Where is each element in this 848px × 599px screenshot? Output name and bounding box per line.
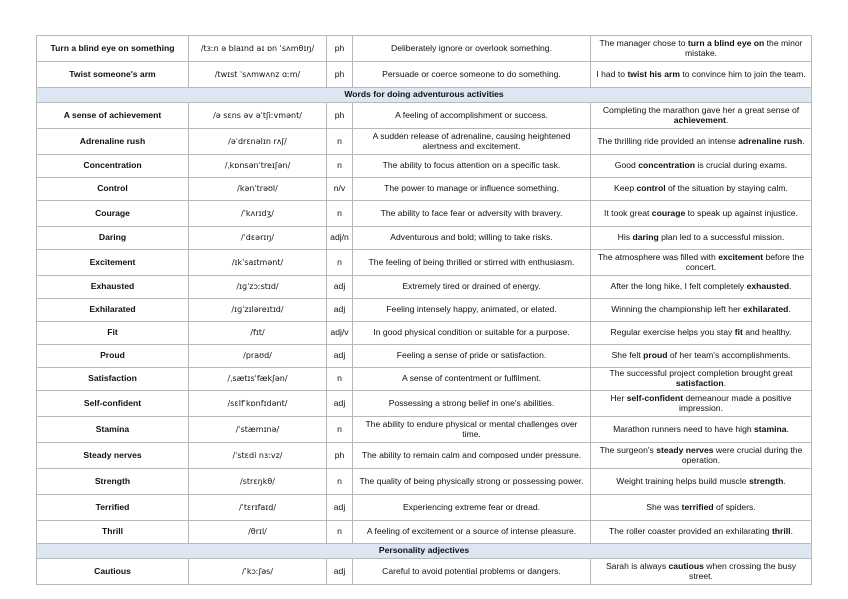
pronunciation-cell: /sɛlfˈkɒnfɪdənt/ xyxy=(189,391,327,417)
definition-cell: Possessing a strong belief in one's abilities. xyxy=(353,391,591,417)
example-text-before: Regular exercise helps you stay xyxy=(610,327,735,338)
example-highlight: daring xyxy=(632,232,659,243)
example-cell xyxy=(591,417,812,443)
section-heading: Words for doing adventurous activities xyxy=(37,88,812,103)
table-row xyxy=(37,443,812,469)
word-cell: Strength xyxy=(37,469,189,495)
word-cell: Fit xyxy=(37,322,189,345)
example-text-before: The surgeon's xyxy=(599,444,657,455)
definition-cell: The ability to remain calm and composed under pressure. xyxy=(353,443,591,469)
definition-cell: A sudden release of adrenaline, causing heightened alertness and excitement. xyxy=(353,129,591,155)
pronunciation-cell: /ˈdɛərɪŋ/ xyxy=(189,227,327,250)
example-text-before: The thrilling ride provided an intense xyxy=(597,135,739,146)
example-highlight: fit xyxy=(734,327,743,338)
table-row xyxy=(37,345,812,368)
table-row xyxy=(37,227,812,250)
part-of-speech-cell: n xyxy=(327,201,353,227)
section-heading: Personality adjectives xyxy=(37,544,812,559)
example-text-after: . xyxy=(788,304,791,315)
example-text-before: Marathon runners need to have high xyxy=(613,423,755,434)
example-text-after: . xyxy=(789,281,792,292)
definition-cell: A feeling of accomplishment or success. xyxy=(353,103,591,129)
table-row xyxy=(37,155,812,178)
example-cell xyxy=(591,62,812,88)
pronunciation-cell: /əˈdrɛnəlɪn rʌʃ/ xyxy=(189,129,327,155)
example-highlight: steady nerves xyxy=(656,444,714,455)
word-cell: A sense of achievement xyxy=(37,103,189,129)
example-text-before: Weight training helps build muscle xyxy=(616,475,749,486)
definition-cell: In good physical condition or suitable for a purpose. xyxy=(353,322,591,345)
example-cell xyxy=(591,469,812,495)
pronunciation-cell: /ɪkˈsaɪtmənt/ xyxy=(189,250,327,276)
part-of-speech-cell: ph xyxy=(327,36,353,62)
table-row xyxy=(37,62,812,88)
definition-cell: Experiencing extreme fear or dread. xyxy=(353,495,591,521)
example-text-after: were crucial during the operation. xyxy=(681,444,803,465)
example-text-before: The manager chose to xyxy=(599,37,688,48)
pronunciation-cell: /ˈkʌrɪdʒ/ xyxy=(189,201,327,227)
example-text-before: She was xyxy=(646,501,682,512)
example-highlight: terrified xyxy=(681,501,714,512)
pronunciation-cell: /ɪɡˈzɪləreɪtɪd/ xyxy=(189,299,327,322)
example-highlight: exhilarated xyxy=(743,304,789,315)
pronunciation-cell: /θrɪl/ xyxy=(189,521,327,544)
example-text-before: His xyxy=(617,232,633,243)
example-cell xyxy=(591,391,812,417)
example-highlight: excitement xyxy=(718,251,764,262)
example-highlight: satisfaction xyxy=(675,378,724,388)
part-of-speech-cell: n xyxy=(327,417,353,443)
example-highlight: proud xyxy=(643,350,668,361)
part-of-speech-cell: adj/n xyxy=(327,227,353,250)
example-text-after: . xyxy=(725,114,729,125)
pronunciation-cell: /ˈtɛrɪfaɪd/ xyxy=(189,495,327,521)
definition-cell: Deliberately ignore or overlook something. xyxy=(353,36,591,62)
table-row xyxy=(37,521,812,544)
definition-cell: A feeling of excitement or a source of intense pleasure. xyxy=(353,521,591,544)
word-cell: Daring xyxy=(37,227,189,250)
example-highlight: concentration xyxy=(638,160,696,171)
example-cell xyxy=(591,227,812,250)
pronunciation-cell: /tɜːn ə blaɪnd aɪ ɒn ˈsʌmθɪŋ/ xyxy=(189,36,327,62)
part-of-speech-cell: n/v xyxy=(327,178,353,201)
definition-cell: Persuade or coerce someone to do something. xyxy=(353,62,591,88)
definition-cell: The quality of being physically strong or possessing power. xyxy=(353,469,591,495)
definition-cell: The ability to endure physical or mental challenges over time. xyxy=(353,417,591,443)
word-cell: Proud xyxy=(37,345,189,368)
table-row xyxy=(37,322,812,345)
word-cell: Exhausted xyxy=(37,276,189,299)
definition-cell: Extremely tired or drained of energy. xyxy=(353,276,591,299)
pronunciation-cell: /ˌkɒnsənˈtreɪʃən/ xyxy=(189,155,327,178)
example-text-before: Keep xyxy=(614,183,637,194)
example-text-after: and healthy. xyxy=(742,327,792,338)
table-row xyxy=(37,417,812,443)
part-of-speech-cell: ph xyxy=(327,103,353,129)
example-text-before: The roller coaster provided an exhilarating xyxy=(609,526,772,537)
example-text-after: of spiders. xyxy=(713,501,756,512)
table-row xyxy=(37,299,812,322)
example-text-before: The successful project completion brought great xyxy=(609,368,793,379)
example-cell xyxy=(591,276,812,299)
table-row xyxy=(37,129,812,155)
example-cell xyxy=(591,250,812,276)
example-cell xyxy=(591,345,812,368)
part-of-speech-cell: n xyxy=(327,155,353,178)
part-of-speech-cell: n xyxy=(327,129,353,155)
table-row xyxy=(37,178,812,201)
vocabulary-table xyxy=(36,35,812,585)
definition-cell: The power to manage or influence something. xyxy=(353,178,591,201)
example-highlight: turn a blind eye on xyxy=(687,37,765,48)
example-text-after: . xyxy=(802,135,805,146)
vocabulary-table-body xyxy=(37,36,812,585)
section-header xyxy=(37,544,812,559)
example-highlight: achievement xyxy=(673,114,726,125)
example-highlight: cautious xyxy=(668,560,704,571)
table-row xyxy=(37,103,812,129)
part-of-speech-cell: adj xyxy=(327,391,353,417)
part-of-speech-cell: ph xyxy=(327,443,353,469)
word-cell: Steady nerves xyxy=(37,443,189,469)
example-highlight: stamina xyxy=(754,423,787,434)
example-cell xyxy=(591,129,812,155)
example-text-after: before the concert. xyxy=(685,251,805,272)
example-text-before: Completing the marathon gave her a great sense of xyxy=(602,104,800,115)
part-of-speech-cell: adj xyxy=(327,559,353,585)
example-cell xyxy=(591,559,812,585)
word-cell: Self-confident xyxy=(37,391,189,417)
example-cell xyxy=(591,495,812,521)
part-of-speech-cell: ph xyxy=(327,62,353,88)
definition-cell: The feeling of being thrilled or stirred with enthusiasm. xyxy=(353,250,591,276)
word-cell: Satisfaction xyxy=(37,368,189,391)
table-row xyxy=(37,201,812,227)
definition-cell: Careful to avoid potential problems or dangers. xyxy=(353,559,591,585)
example-text-before: It took great xyxy=(604,207,652,218)
table-row xyxy=(37,276,812,299)
example-cell xyxy=(591,36,812,62)
example-highlight: thrill xyxy=(771,526,791,537)
table-row xyxy=(37,495,812,521)
example-text-after: to convince him to join the team. xyxy=(679,68,806,79)
example-cell xyxy=(591,299,812,322)
example-highlight: self-confident xyxy=(626,392,684,403)
table-row xyxy=(37,250,812,276)
example-text-before: Winning the championship left her xyxy=(611,304,744,315)
word-cell: Adrenaline rush xyxy=(37,129,189,155)
part-of-speech-cell: adj/v xyxy=(327,322,353,345)
example-highlight: exhausted xyxy=(746,281,790,292)
word-cell: Stamina xyxy=(37,417,189,443)
definition-cell: A sense of contentment or fulfilment. xyxy=(353,368,591,391)
part-of-speech-cell: adj xyxy=(327,299,353,322)
word-cell: Concentration xyxy=(37,155,189,178)
definition-cell: Feeling intensely happy, animated, or elated. xyxy=(353,299,591,322)
example-text-after: the minor mistake. xyxy=(685,37,803,58)
part-of-speech-cell: adj xyxy=(327,345,353,368)
example-highlight: strength xyxy=(748,475,784,486)
example-cell xyxy=(591,521,812,544)
word-cell: Twist someone's arm xyxy=(37,62,189,88)
word-cell: Control xyxy=(37,178,189,201)
example-cell xyxy=(591,443,812,469)
example-text-before: After the long hike, I felt completely xyxy=(610,281,747,292)
example-highlight: control xyxy=(636,183,666,194)
example-text-before: Her xyxy=(610,392,627,403)
part-of-speech-cell: adj xyxy=(327,276,353,299)
example-cell xyxy=(591,155,812,178)
word-cell: Thrill xyxy=(37,521,189,544)
pronunciation-cell: /ɪɡˈzɔːstɪd/ xyxy=(189,276,327,299)
example-cell xyxy=(591,201,812,227)
example-text-after: is crucial during exams. xyxy=(695,160,788,171)
example-cell xyxy=(591,368,812,391)
pronunciation-cell: /kənˈtrəʊl/ xyxy=(189,178,327,201)
table-row xyxy=(37,368,812,391)
definition-cell: Adventurous and bold; willing to take risks. xyxy=(353,227,591,250)
definition-cell: Feeling a sense of pride or satisfaction. xyxy=(353,345,591,368)
example-text-before: Good xyxy=(614,160,639,171)
pronunciation-cell: /praʊd/ xyxy=(189,345,327,368)
example-text-after: demeanour made a positive impression. xyxy=(679,392,792,413)
section-header xyxy=(37,88,812,103)
pronunciation-cell: /ə sɛns əv əˈtʃiːvmənt/ xyxy=(189,103,327,129)
part-of-speech-cell: n xyxy=(327,521,353,544)
table-row xyxy=(37,559,812,585)
word-cell: Turn a blind eye on something xyxy=(37,36,189,62)
word-cell: Courage xyxy=(37,201,189,227)
example-cell xyxy=(591,178,812,201)
part-of-speech-cell: n xyxy=(327,250,353,276)
example-highlight: courage xyxy=(651,207,686,218)
part-of-speech-cell: n xyxy=(327,469,353,495)
example-text-after: when crossing the busy street. xyxy=(689,560,797,581)
word-cell: Terrified xyxy=(37,495,189,521)
example-text-after: to speak up against injustice. xyxy=(685,207,798,218)
table-row xyxy=(37,391,812,417)
pronunciation-cell: /twɪst ˈsʌmwʌnz ɑːm/ xyxy=(189,62,327,88)
word-cell: Cautious xyxy=(37,559,189,585)
example-text-before: Sarah is always xyxy=(605,560,669,571)
word-cell: Excitement xyxy=(37,250,189,276)
pronunciation-cell: /ˈkɔːʃəs/ xyxy=(189,559,327,585)
example-text-before: She felt xyxy=(611,350,644,361)
example-text-before: I had to xyxy=(596,68,628,79)
word-cell: Exhilarated xyxy=(37,299,189,322)
table-row xyxy=(37,36,812,62)
definition-cell: The ability to focus attention on a specific task. xyxy=(353,155,591,178)
example-text-after: . xyxy=(783,475,786,486)
part-of-speech-cell: adj xyxy=(327,495,353,521)
table-row xyxy=(37,469,812,495)
example-cell xyxy=(591,322,812,345)
example-text-after: plan led to a successful mission. xyxy=(658,232,785,243)
pronunciation-cell: /ˈstɛdi nɜːvz/ xyxy=(189,443,327,469)
definition-cell: The ability to face fear or adversity with bravery. xyxy=(353,201,591,227)
example-text-after: . xyxy=(786,423,789,434)
example-highlight: twist his arm xyxy=(627,68,680,79)
part-of-speech-cell: n xyxy=(327,368,353,391)
example-text-after: . xyxy=(790,526,793,537)
pronunciation-cell: /strɛŋkθ/ xyxy=(189,469,327,495)
example-cell xyxy=(591,103,812,129)
example-text-after: of the situation by staying calm. xyxy=(665,183,788,194)
example-highlight: adrenaline rush xyxy=(738,135,803,146)
example-text-before: The atmosphere was filled with xyxy=(597,251,719,262)
pronunciation-cell: /fɪt/ xyxy=(189,322,327,345)
example-text-after: of her team's accomplishments. xyxy=(667,350,791,361)
pronunciation-cell: /ˌsætɪsˈfækʃən/ xyxy=(189,368,327,391)
pronunciation-cell: /ˈstæmɪnə/ xyxy=(189,417,327,443)
example-text-after: . xyxy=(723,378,727,388)
